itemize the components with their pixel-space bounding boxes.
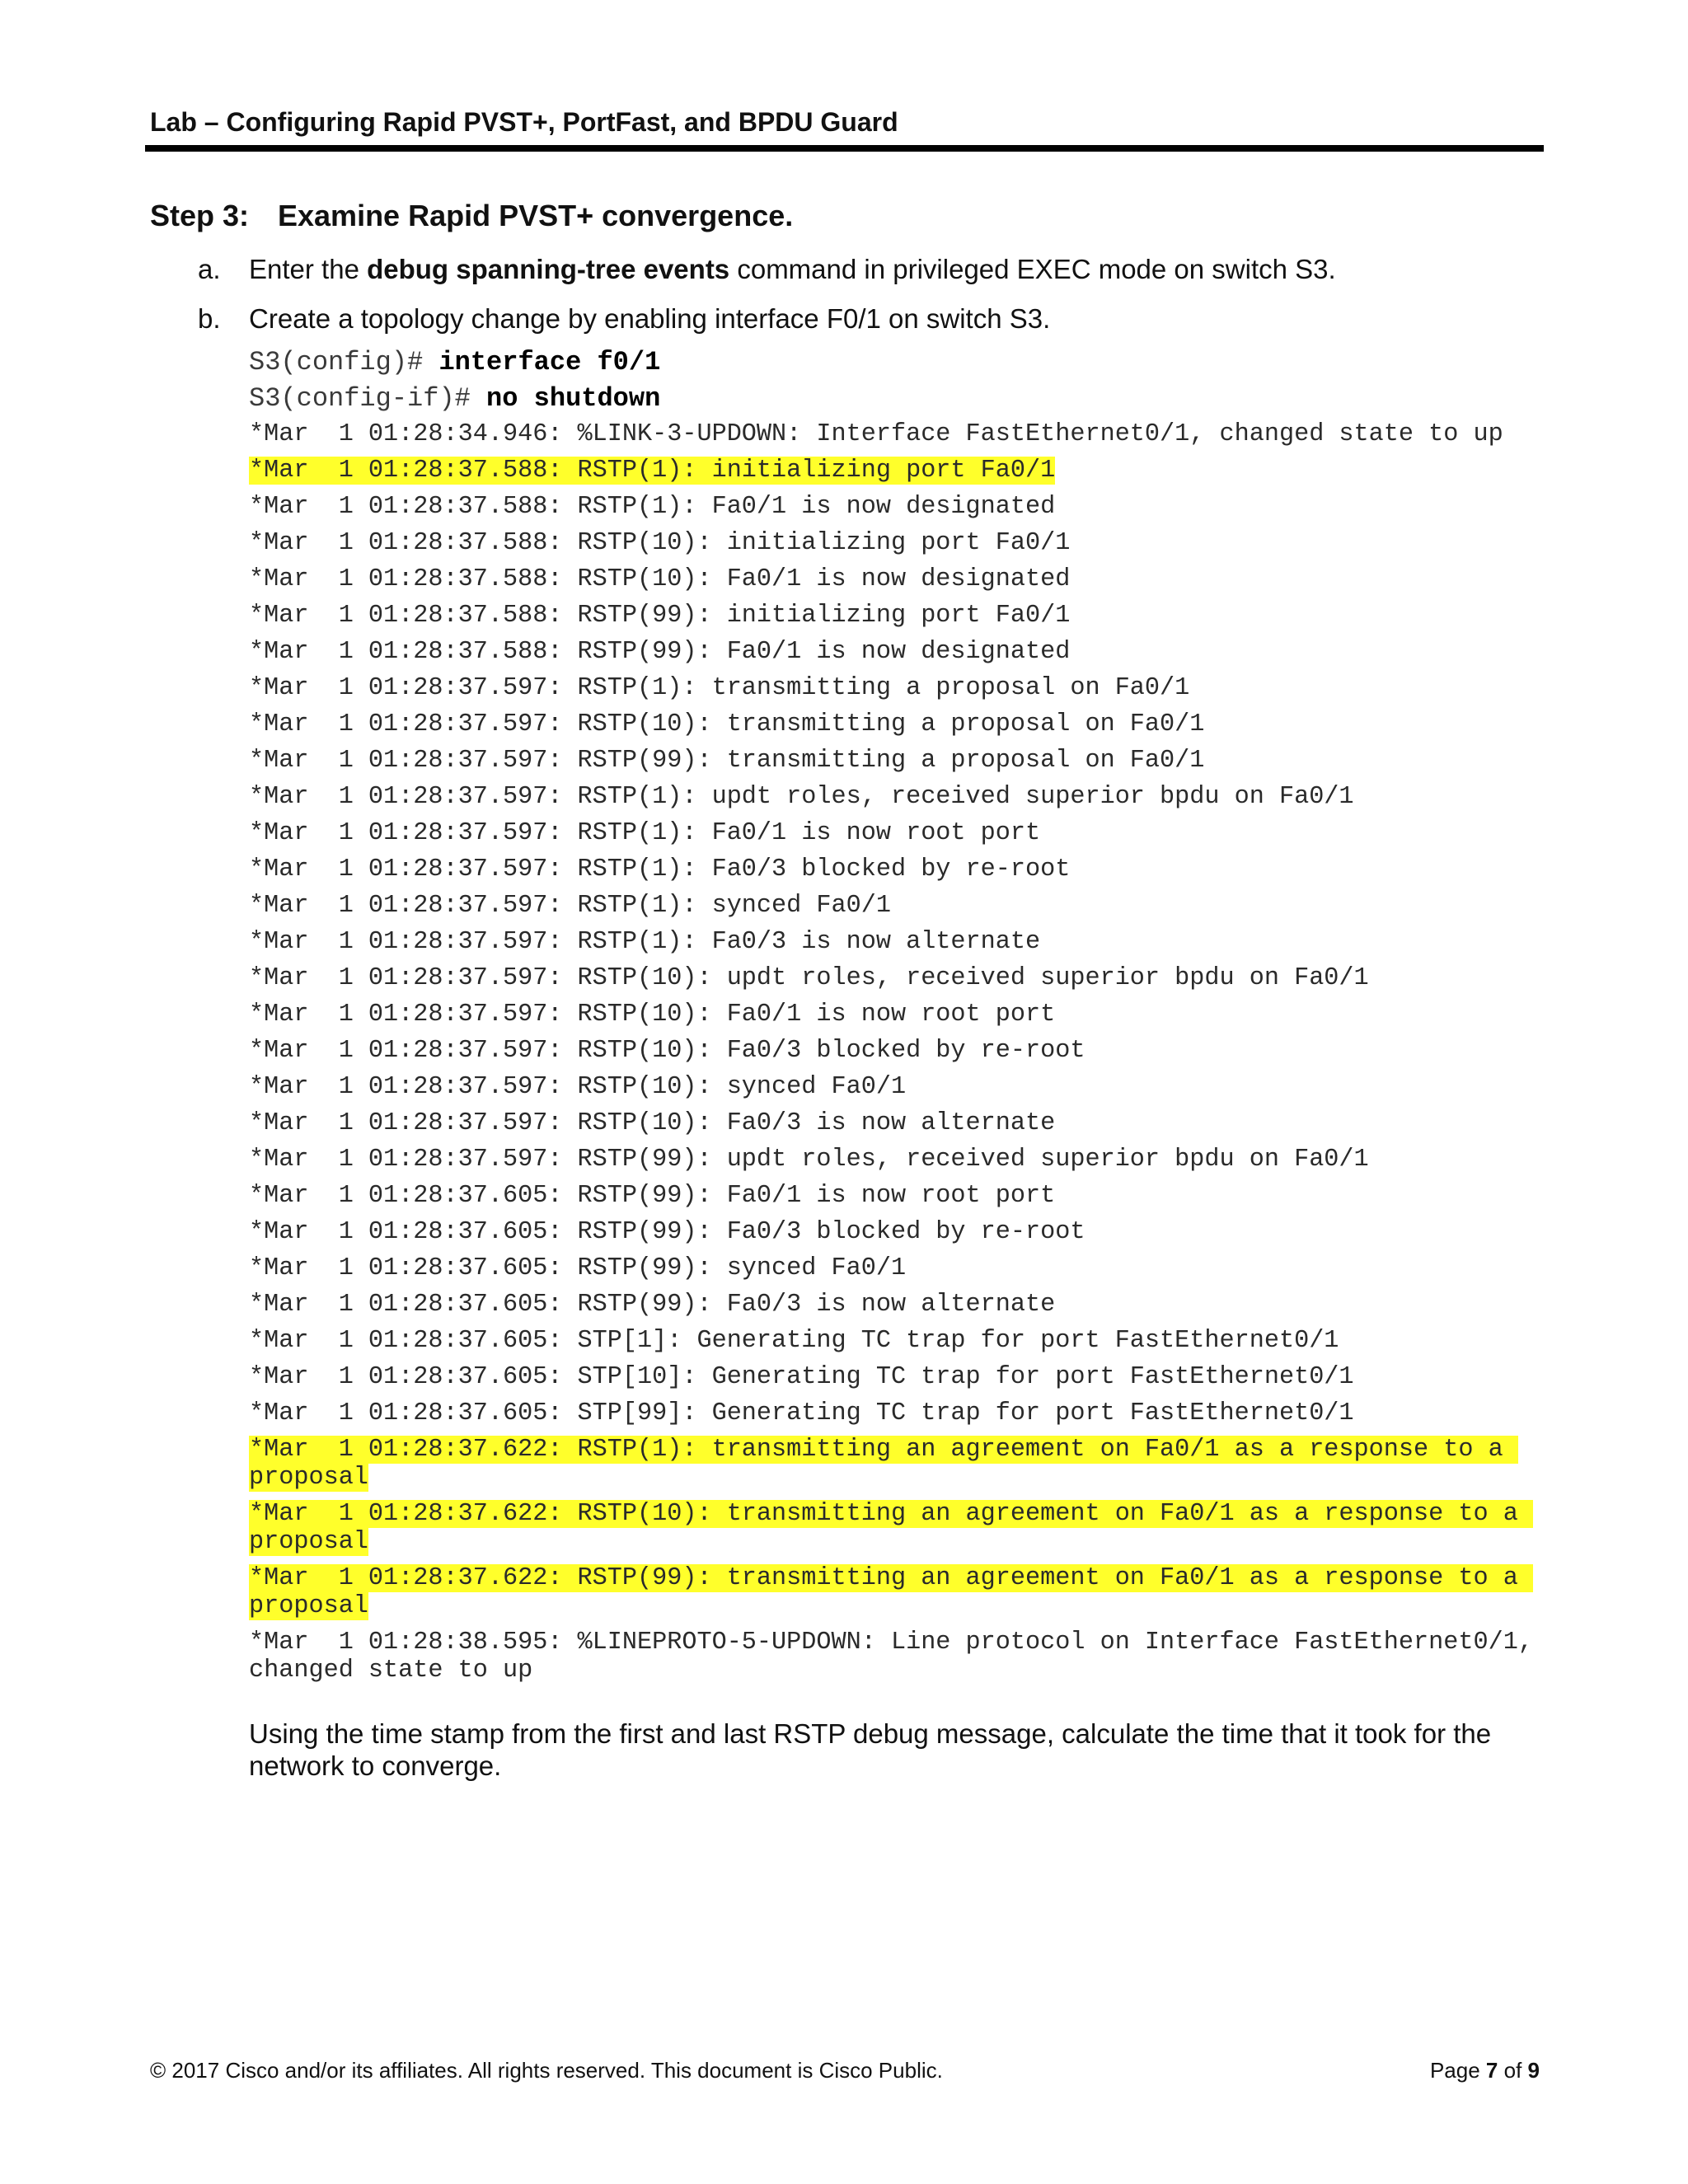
item-text: Create a topology change by enabling interface F0/1 on switch S3. [249, 303, 1051, 334]
log-line [249, 1146, 1543, 1174]
log-line-text: *Mar 1 01:28:37.622: RSTP(1): transmitting an agreement on Fa0/1 as a response to a proposal [249, 1436, 1518, 1492]
log-line-text: *Mar 1 01:28:37.597: RSTP(1): Fa0/3 blocked by re-root [249, 855, 1071, 883]
page-of: of [1498, 2058, 1528, 2083]
log-line-text: *Mar 1 01:28:37.605: STP[10]: Generating TC trap for port FastEthernet0/1 [249, 1363, 1354, 1391]
log-line [249, 1327, 1543, 1355]
item-command-bold: debug spanning-tree events [367, 254, 730, 284]
log-line-text: *Mar 1 01:28:37.588: RSTP(99): initializing port Fa0/1 [249, 602, 1071, 630]
item-text-before: Enter the [249, 254, 368, 284]
item-text-after: command in privileged EXEC mode on switch S3. [729, 254, 1336, 284]
step-number: Step 3: [150, 199, 250, 232]
list-marker: a. [198, 254, 221, 284]
log-line [249, 1001, 1543, 1029]
log-line-text: *Mar 1 01:28:37.588: RSTP(10): initializing port Fa0/1 [249, 529, 1071, 557]
log-line-text: *Mar 1 01:28:38.595: %LINEPROTO-5-UPDOWN: Line protocol on Interface FastEthernet0/1, changed state to up [249, 1629, 1549, 1685]
log-line-highlighted [249, 1564, 1543, 1620]
log-line [249, 529, 1543, 557]
page-current: 7 [1485, 2058, 1498, 2083]
document-header-title: Lab – Configuring Rapid PVST+, PortFast, and BPDU Guard [150, 107, 898, 137]
page-label: Page [1429, 2058, 1486, 2083]
log-line [249, 855, 1543, 883]
log-line-text: *Mar 1 01:28:37.597: RSTP(1): updt roles, received superior bpdu on Fa0/1 [249, 783, 1354, 811]
header-divider [145, 145, 1544, 152]
cli-prompt: S3(config-if)# [249, 383, 487, 414]
step-heading [150, 198, 793, 234]
log-line-text: *Mar 1 01:28:37.622: RSTP(99): transmitting an agreement on Fa0/1 as a response to a proposal [249, 1564, 1533, 1620]
cli-command: no shutdown [486, 383, 661, 414]
log-line-text: *Mar 1 01:28:37.605: STP[99]: Generating TC trap for port FastEthernet0/1 [249, 1399, 1354, 1427]
log-line [249, 1109, 1543, 1137]
log-line-text: *Mar 1 01:28:37.597: RSTP(99): updt roles, received superior bpdu on Fa0/1 [249, 1146, 1369, 1174]
footer-copyright: © 2017 Cisco and/or its affiliates. All rights reserved. This document is Cisco Public. [150, 2058, 943, 2083]
log-line [249, 928, 1543, 956]
log-line [249, 1399, 1543, 1427]
log-line [249, 710, 1543, 738]
log-line-text: *Mar 1 01:28:37.605: RSTP(99): synced Fa0/1 [249, 1254, 907, 1282]
command-line [249, 348, 1543, 377]
log-line-highlighted [249, 1500, 1543, 1556]
cli-command: interface f0/1 [438, 347, 661, 377]
log-line-text: *Mar 1 01:28:37.597: RSTP(1): Fa0/3 is now alternate [249, 928, 1041, 956]
log-line [249, 892, 1543, 920]
log-line-text: *Mar 1 01:28:37.597: RSTP(10): transmitting a proposal on Fa0/1 [249, 710, 1205, 738]
footer-page-number [1430, 2057, 1540, 2083]
log-line-text: *Mar 1 01:28:37.597: RSTP(1): synced Fa0/1 [249, 892, 891, 920]
log-line-text: *Mar 1 01:28:37.597: RSTP(10): Fa0/3 is now alternate [249, 1109, 1056, 1137]
log-line-text: *Mar 1 01:28:37.622: RSTP(10): transmitting an agreement on Fa0/1 as a response to a proposal [249, 1500, 1533, 1556]
cli-prompt: S3(config)# [249, 347, 439, 377]
list-marker: b. [198, 303, 221, 334]
log-line [249, 1073, 1543, 1101]
log-line [249, 964, 1543, 992]
log-line-highlighted [249, 1436, 1543, 1492]
log-line [249, 420, 1543, 448]
log-line-text: *Mar 1 01:28:37.605: STP[1]: Generating TC trap for port FastEthernet0/1 [249, 1327, 1339, 1355]
log-line-text: *Mar 1 01:28:37.605: RSTP(99): Fa0/3 blocked by re-root [249, 1218, 1085, 1246]
log-line-text: *Mar 1 01:28:37.605: RSTP(99): Fa0/1 is now root port [249, 1182, 1056, 1210]
log-line-text: *Mar 1 01:28:37.588: RSTP(99): Fa0/1 is now designated [249, 638, 1071, 666]
debug-log [249, 420, 1549, 1685]
log-line [249, 1182, 1543, 1210]
log-line-text: *Mar 1 01:28:37.597: RSTP(10): synced Fa0/1 [249, 1073, 907, 1101]
log-line [249, 565, 1543, 593]
log-line-text: *Mar 1 01:28:34.946: %LINK-3-UPDOWN: Interface FastEthernet0/1, changed state to up [249, 420, 1503, 448]
log-line-text: *Mar 1 01:28:37.597: RSTP(10): Fa0/3 blocked by re-root [249, 1037, 1085, 1065]
log-line-text: *Mar 1 01:28:37.588: RSTP(10): Fa0/1 is now designated [249, 565, 1071, 593]
log-line [249, 1218, 1543, 1246]
log-line [249, 1254, 1543, 1282]
log-line-text: *Mar 1 01:28:37.588: RSTP(1): initializing port Fa0/1 [249, 457, 1056, 485]
log-line-text: *Mar 1 01:28:37.597: RSTP(1): Fa0/1 is now root port [249, 819, 1041, 847]
log-line [249, 1629, 1549, 1685]
log-line-text: *Mar 1 01:28:37.597: RSTP(10): updt roles, received superior bpdu on Fa0/1 [249, 964, 1369, 992]
list-item-b [198, 302, 1050, 336]
list-item-a [198, 252, 1336, 287]
terminal-output [249, 347, 1549, 1693]
log-line [249, 1037, 1543, 1065]
log-line [249, 493, 1543, 521]
log-line-highlighted [249, 457, 1543, 485]
log-line-text: *Mar 1 01:28:37.597: RSTP(10): Fa0/1 is now root port [249, 1001, 1056, 1029]
log-line [249, 674, 1543, 702]
log-line-text: *Mar 1 01:28:37.588: RSTP(1): Fa0/1 is now designated [249, 493, 1056, 521]
log-line [249, 1363, 1543, 1391]
log-line [249, 602, 1543, 630]
command-line [249, 384, 1543, 414]
page-total: 9 [1527, 2058, 1540, 2083]
question-text: Using the time stamp from the first and last RSTP debug message, calculate the time that it took for the network to converge. [249, 1718, 1492, 1781]
log-line-text: *Mar 1 01:28:37.597: RSTP(99): transmitting a proposal on Fa0/1 [249, 747, 1205, 775]
log-line [249, 1291, 1543, 1319]
log-line [249, 638, 1543, 666]
log-line [249, 819, 1543, 847]
step-title: Examine Rapid PVST+ convergence. [278, 199, 794, 232]
log-line [249, 783, 1543, 811]
log-line [249, 747, 1543, 775]
log-line-text: *Mar 1 01:28:37.605: RSTP(99): Fa0/3 is now alternate [249, 1291, 1056, 1319]
log-line-text: *Mar 1 01:28:37.597: RSTP(1): transmitting a proposal on Fa0/1 [249, 674, 1190, 702]
